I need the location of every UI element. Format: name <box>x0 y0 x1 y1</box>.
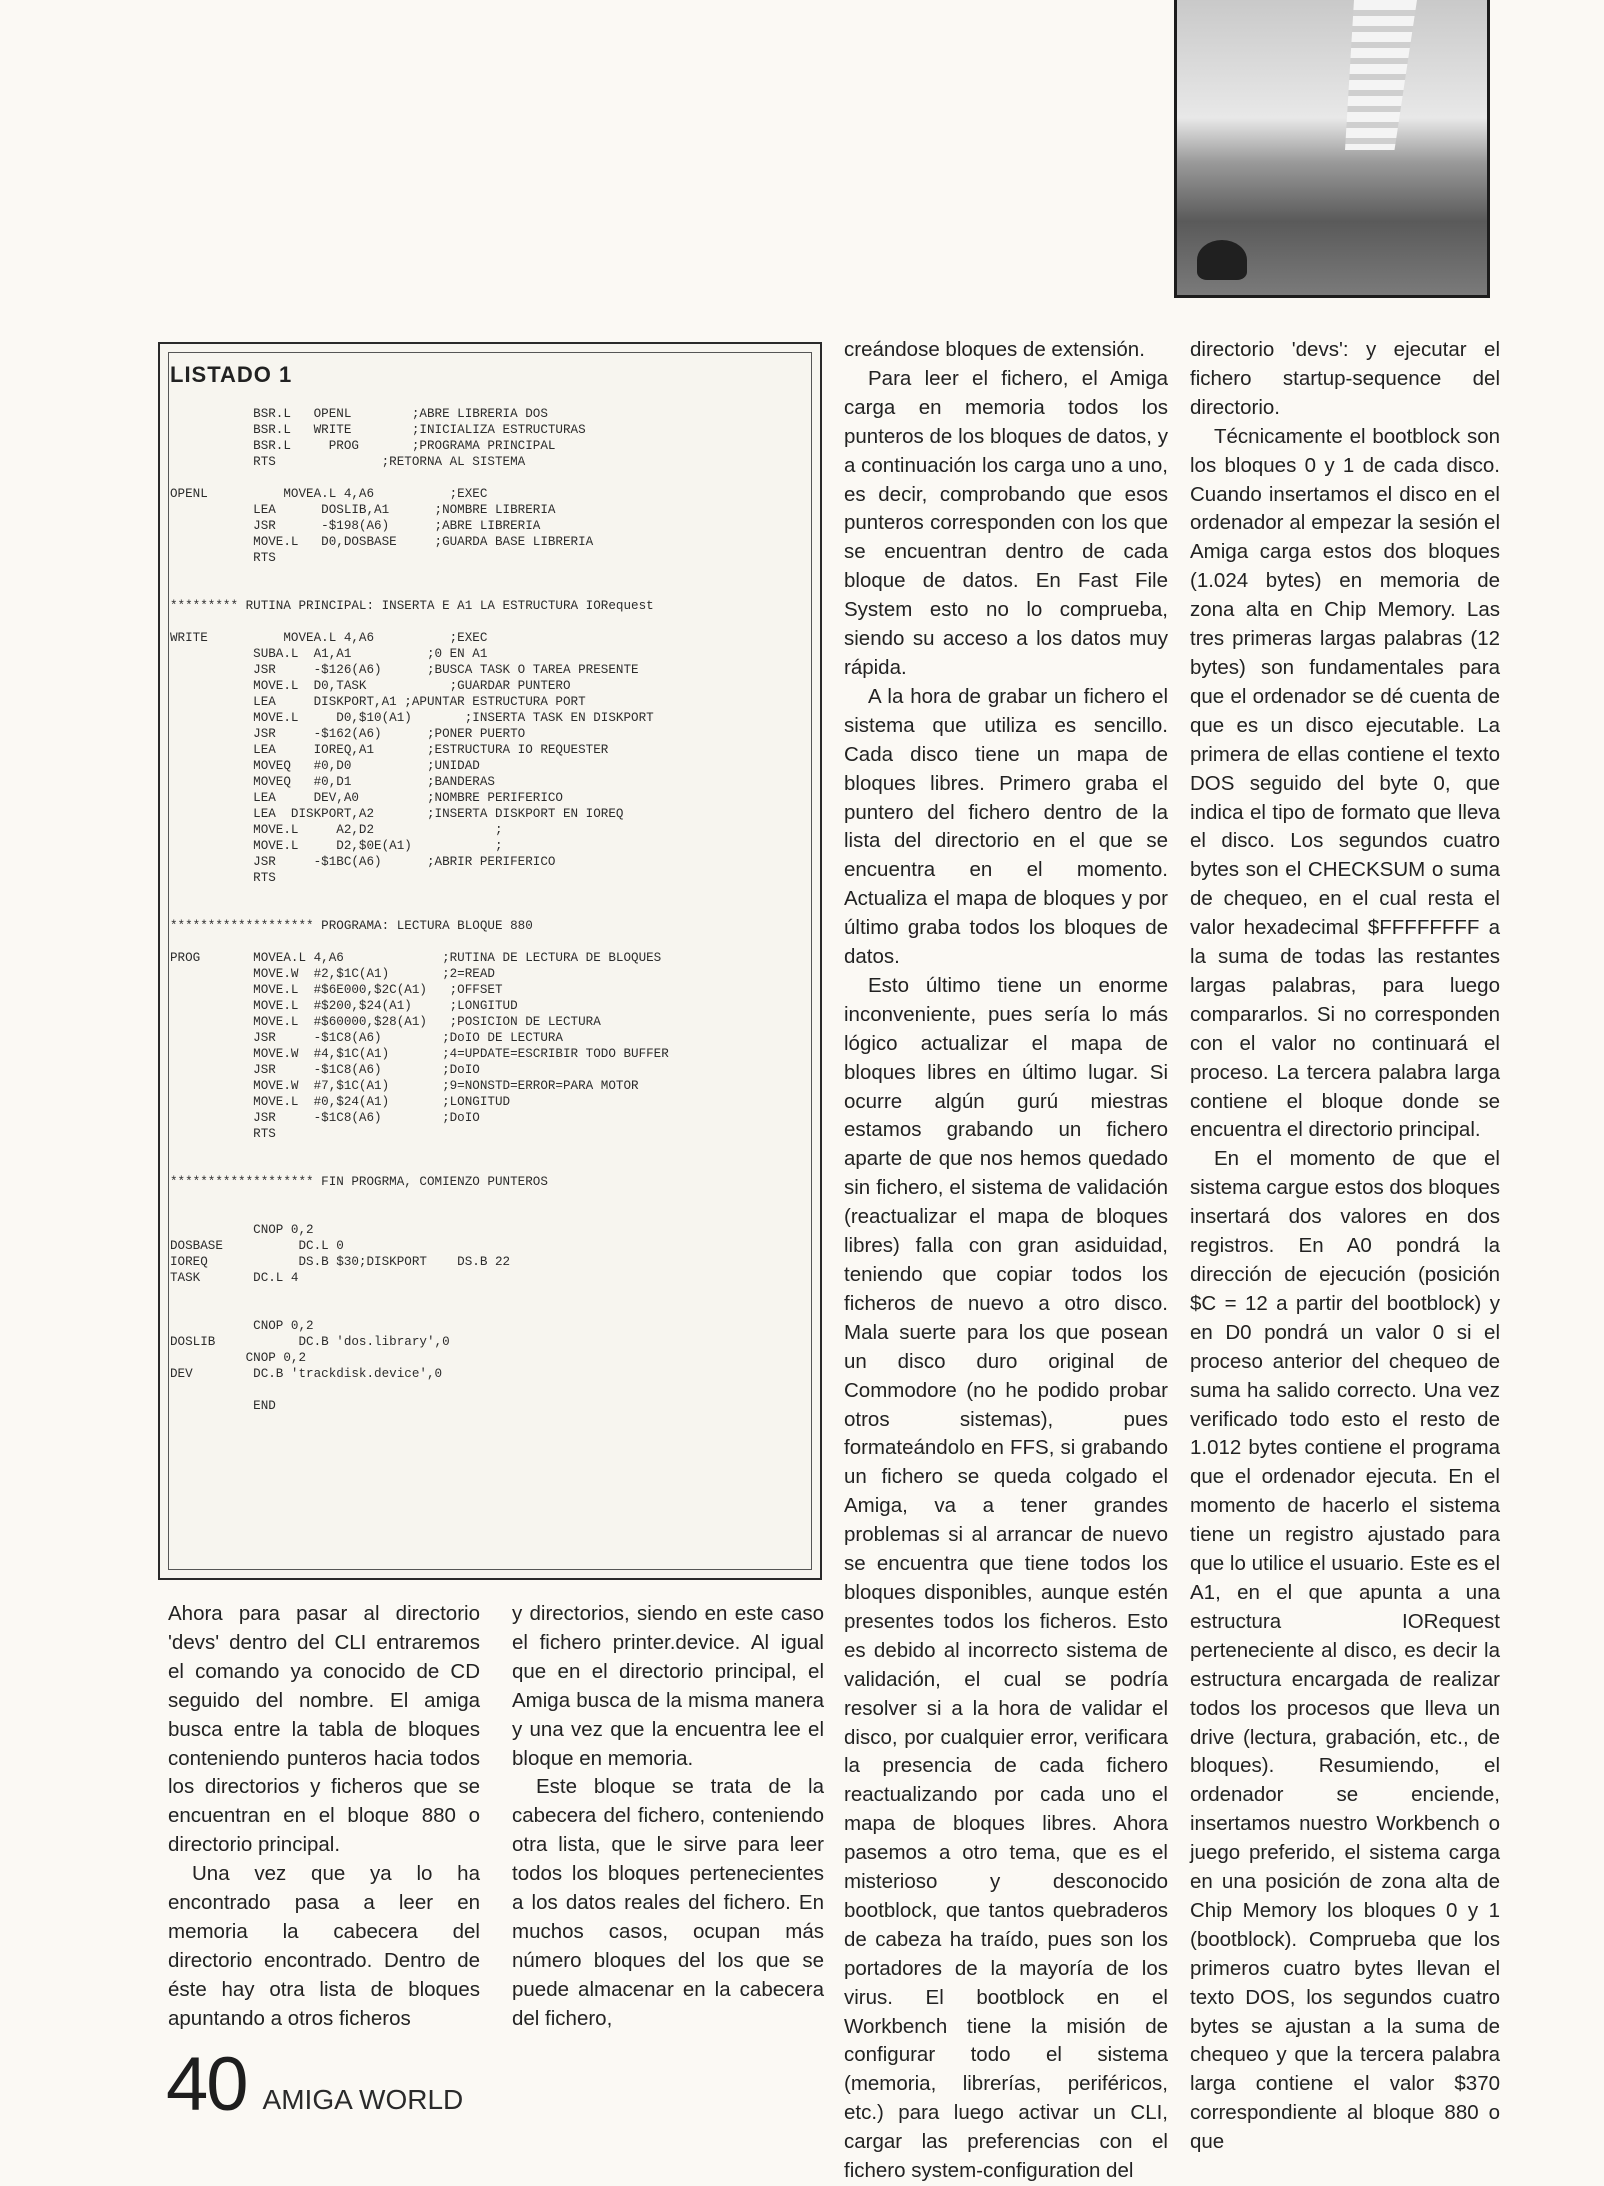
photo-dark-shape <box>1197 240 1247 280</box>
code-line: MOVE.L #$200,$24(A1) ;LONGITUD <box>170 999 518 1013</box>
code-line: CNOP 0,2 <box>170 1351 307 1365</box>
code-line: RTS <box>170 1127 276 1141</box>
code-line: JSR -$1C8(A6) ;DoIO <box>170 1063 480 1077</box>
code-line <box>170 1302 810 1318</box>
photo-fin-shape <box>1327 0 1417 150</box>
code-line: JSR -$1BC(A6) ;ABRIR PERIFERICO <box>170 855 556 869</box>
code-line: JSR -$1C8(A6) ;DoIO <box>170 1111 480 1125</box>
code-line: MOVEQ #0,D0 ;UNIDAD <box>170 759 480 773</box>
code-line <box>170 566 810 582</box>
code-line: BSR.L WRITE ;INICIALIZA ESTRUCTURAS <box>170 423 586 437</box>
code-line: END <box>170 1399 276 1413</box>
paragraph: creándose bloques de extensión. <box>844 338 1145 361</box>
code-line: LEA IOREQ,A1 ;ESTRUCTURA IO REQUESTER <box>170 743 609 757</box>
code-line <box>170 470 810 486</box>
code-listing <box>170 406 810 1414</box>
paragraph: directorio 'devs': y ejecutar el fichero startup-sequence del directorio. <box>1190 338 1500 419</box>
code-line: DEV DC.B 'trackdisk.device',0 <box>170 1367 443 1381</box>
code-line: CNOP 0,2 <box>170 1223 314 1237</box>
code-line: OPENL MOVEA.L 4,A6 ;EXEC <box>170 487 488 501</box>
text-column-3 <box>844 336 1168 2186</box>
code-line: LEA DISKPORT,A2 ;INSERTA DISKPORT EN IOREQ <box>170 807 624 821</box>
paragraph: Una vez que ya lo ha encontrado pasa a leer en memoria la cabecera del directorio encontrado. Dentro de éste hay otra lista de bloques apuntando a otros ficheros <box>168 1862 480 2030</box>
code-line: ******************* PROGRAMA: LECTURA BLOQUE 880 <box>170 919 533 933</box>
code-line: BSR.L OPENL ;ABRE LIBRERIA DOS <box>170 407 548 421</box>
code-line: SUBA.L A1,A1 ;0 EN A1 <box>170 647 488 661</box>
magazine-name: AMIGA WORLD <box>262 2084 464 2115</box>
code-line: MOVE.L #0,$24(A1) ;LONGITUD <box>170 1095 511 1109</box>
paragraph: Técnicamente el bootblock son los bloques 0 y 1 de cada disco. Cuando insertamos el disco en el ordenador al empezar la sesión el Amiga carga estos dos bloques (1.024 bytes) en memoria de zona alta en Chip Memory. Las tres primeras largas palabras (12 bytes) son fundamentales para que el ordenador se dé cuenta de que es un disco ejecutable. La primera de ellas contiene el texto DOS seguido del byte 0, que indica el tipo de formato que lleva el disco. Los segundos cuatro bytes son el CHECKSUM o suma de chequeo, en el cual resta el valor hexadecimal $FFFFFFFF a la suma de todas las restantes largas palabras, para luego compararlos. Si no corresponden con el valor no continuará el proceso. La tercera palabra larga contiene el bloque donde se encuentra el directorio principal. <box>1190 424 1500 1142</box>
code-line: MOVE.L D0,DOSBASE ;GUARDA BASE LIBRERIA <box>170 535 594 549</box>
listing-title: LISTADO 1 <box>170 362 293 387</box>
code-line <box>170 1158 810 1174</box>
page-number: 40 <box>166 2042 247 2127</box>
text-column-1 <box>168 1600 480 2034</box>
code-line: MOVE.L D2,$0E(A1) ; <box>170 839 503 853</box>
code-line: LEA DOSLIB,A1 ;NOMBRE LIBRERIA <box>170 503 556 517</box>
code-line: DOSBASE DC.L 0 <box>170 1239 344 1253</box>
text-column-2 <box>512 1600 824 2034</box>
code-line: MOVE.W #2,$1C(A1) ;2=READ <box>170 967 495 981</box>
decorative-photo <box>1174 0 1490 298</box>
page-footer <box>166 2040 464 2127</box>
code-line <box>170 902 810 918</box>
code-line: MOVE.L #$6E000,$2C(A1) ;OFFSET <box>170 983 503 997</box>
paragraph: En el momento de que el sistema cargue estos dos bloques insertará dos valores en dos registros. En A0 pondrá la dirección de ejecución (posición $C = 12 a partir del bootblock) y en D0 pondrá un valor 0 si el proceso anterior del chequeo de suma ha salido correcto. Una vez verificado todo esto el resto de 1.012 bytes contiene el programa que el ordenador ejecuta. En el momento de hacerlo el sistema tiene un registro ajustado para que lo utilice el usuario. Este es el A1, en el que apunta a una estructura IORequest perteneciente al disco, es decir la estructura encargada de realizar todos los procesos que lleva un drive (lectura, grabación, etc., de bloques). Resumiendo, el ordenador se enciende, insertamos nuestro Workbench o juego preferido, el sistema carga en una posición de zona alta de Chip Memory los bloques 0 y 1 (bootblock). Comprueba que los primeros cuatro bytes llevan el texto DOS, los segundos cuatro bytes se ajustan a la suma de chequeo y que la tercera palabra larga contiene el valor $370 correspondiente al bloque 880 o que <box>1190 1147 1500 2154</box>
code-line: MOVE.L #$60000,$28(A1) ;POSICION DE LECTURA <box>170 1015 601 1029</box>
code-line: RTS <box>170 551 276 565</box>
code-line: ******************* FIN PROGRMA, COMIENZO PUNTEROS <box>170 1175 548 1189</box>
code-line: LEA DISKPORT,A1 ;APUNTAR ESTRUCTURA PORT <box>170 695 586 709</box>
paragraph: Este bloque se trata de la cabecera del fichero, conteniendo otra lista, que le sirve para leer todos los bloques pertenecientes a los datos reales del fichero. En muchos casos, ocupan más número bloques del los que se puede almacenar en la cabecera del fichero, <box>512 1775 824 2030</box>
code-line: RTS ;RETORNA AL SISTEMA <box>170 455 526 469</box>
code-line: DOSLIB DC.B 'dos.library',0 <box>170 1335 450 1349</box>
code-line: JSR -$126(A6) ;BUSCA TASK O TAREA PRESENTE <box>170 663 639 677</box>
code-line: MOVE.L D0,$10(A1) ;INSERTA TASK EN DISKPORT <box>170 711 654 725</box>
code-line: WRITE MOVEA.L 4,A6 ;EXEC <box>170 631 488 645</box>
code-line: MOVE.L D0,TASK ;GUARDAR PUNTERO <box>170 679 571 693</box>
code-line <box>170 614 810 630</box>
code-line: LEA DEV,A0 ;NOMBRE PERIFERICO <box>170 791 563 805</box>
code-line <box>170 1190 810 1206</box>
paragraph: Esto último tiene un enorme inconveniente, pues sería lo más lógico actualizar el mapa de bloques libres en último lugar. Si ocurre algún gurú miestras estamos grabando un fichero aparte de que nos hemos quedado sin fichero, el sistema de validación (reactualizar el mapa de bloques libres) falla con gran asiduidad, teniendo que copiar todos los ficheros de nuevo a otro disco. Mala suerte para los que posean un disco duro original de Commodore (no he podido probar otros sistemas), pues formateándolo en FFS, si grabando un fichero se queda colgado el Amiga, va a tener grandes problemas si al arrancar de nuevo se encuentra que tiene todos los bloques disponibles, aunque estén presentes todos los ficheros. Esto es debido al incorrecto sistema de validación, el cual se podría resolver si a la hora de validar el disco, por cualquier error, verificara la presencia de cada fichero reactualizando por cada uno el mapa de bloques libres. Ahora pasemos a otro tema, que es el misterioso y desconocido bootblock, que tantos quebraderos de cabeza ha traído, pues son los portadores de la mayoría de los virus. El bootblock en el Workbench tiene la misión de configurar todo el sistema (memoria, librerías, periféricos, etc.) para luego activar un CLI, cargar las preferencias con el fichero system-configuration del <box>844 973 1168 2183</box>
code-line: MOVE.L A2,D2 ; <box>170 823 503 837</box>
code-line <box>170 1286 810 1302</box>
code-line: JSR -$1C8(A6) ;DoIO DE LECTURA <box>170 1031 563 1045</box>
code-line: CNOP 0,2 <box>170 1319 314 1333</box>
code-line <box>170 886 810 902</box>
code-line: BSR.L PROG ;PROGRAMA PRINCIPAL <box>170 439 556 453</box>
code-line <box>170 1142 810 1158</box>
code-line: JSR -$198(A6) ;ABRE LIBRERIA <box>170 519 541 533</box>
code-line <box>170 1382 810 1398</box>
code-line <box>170 934 810 950</box>
code-line: ********* RUTINA PRINCIPAL: INSERTA E A1 LA ESTRUCTURA IORequest <box>170 599 654 613</box>
code-listing-box <box>158 342 822 1580</box>
paragraph: Ahora para pasar al directorio 'devs' dentro del CLI entraremos el comando ya conocido de CD seguido del nombre. El amiga busca entre la tabla de bloques conteniendo punteros hacia todos los directorios y ficheros que se encuentran en el bloque 880 o directorio principal. <box>168 1602 480 1857</box>
text-column-4 <box>1190 336 1500 2157</box>
code-line: MOVEQ #0,D1 ;BANDERAS <box>170 775 495 789</box>
code-line: TASK DC.L 4 <box>170 1271 299 1285</box>
paragraph: A la hora de grabar un fichero el sistema que utiliza es sencillo. Cada disco tiene un mapa de bloques libres. Primero graba el puntero del fichero dentro de la lista del directorio en el que se encuentra en el momento. Actualiza el mapa de bloques y por último graba todos los bloques de datos. <box>844 684 1168 969</box>
paragraph: y directorios, siendo en este caso el fichero printer.device. Al igual que en el directorio principal, el Amiga busca de la misma manera y una vez que la encuentra lee el bloque en memoria. <box>512 1602 824 1770</box>
code-line: MOVE.W #4,$1C(A1) ;4=UPDATE=ESCRIBIR TODO BUFFER <box>170 1047 669 1061</box>
code-line: RTS <box>170 871 276 885</box>
code-line: PROG MOVEA.L 4,A6 ;RUTINA DE LECTURA DE BLOQUES <box>170 951 662 965</box>
code-line: JSR -$162(A6) ;PONER PUERTO <box>170 727 526 741</box>
paragraph: Para leer el fichero, el Amiga carga en memoria todos los punteros de los bloques de datos, y a continuación los carga uno a uno, es decir, comprobando que esos punteros corresponden con los que se encuentran dentro de cada bloque de datos. En Fast File System esto no lo comprueba, siendo su acceso a los datos muy rápida. <box>844 366 1168 679</box>
code-line <box>170 582 810 598</box>
code-line <box>170 1206 810 1222</box>
code-line: MOVE.W #7,$1C(A1) ;9=NONSTD=ERROR=PARA MOTOR <box>170 1079 639 1093</box>
code-line: IOREQ DS.B $30;DISKPORT DS.B 22 <box>170 1255 511 1269</box>
